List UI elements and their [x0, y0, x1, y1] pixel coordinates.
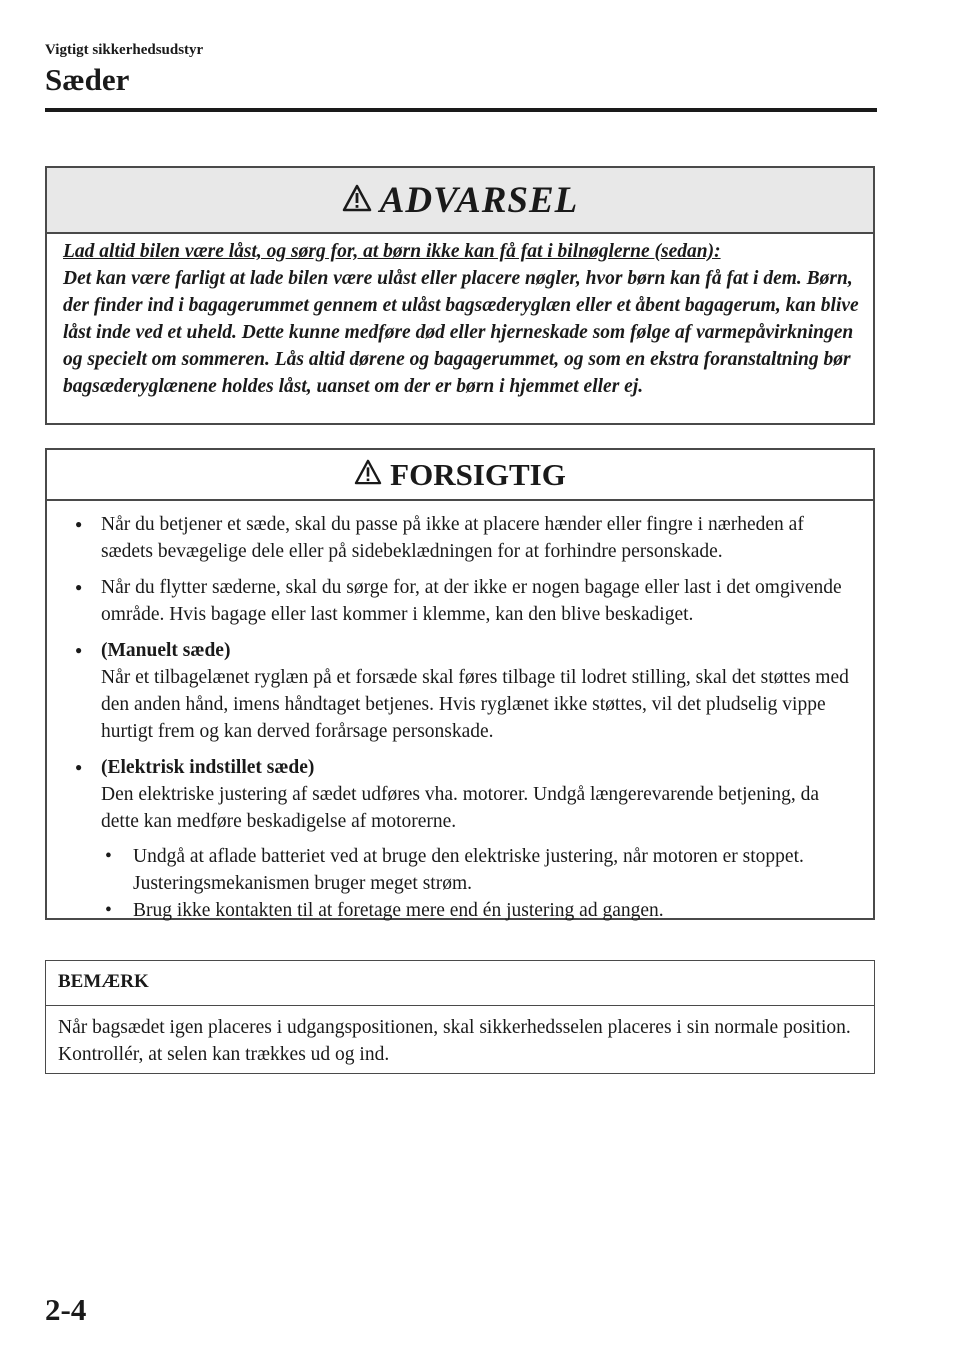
title-rule [45, 108, 877, 112]
caution-heading: FORSIGTIG [390, 456, 566, 492]
warning-text: Det kan være farligt at lade bilen være ulåst eller placere nøgler, hvor børn kan få fat i dem. Børn, der finder ind i bagagerummet gennem et ulåst bagsæderyglæn eller et åbent bagagerum, kan blive låst inde ved et uheld. Dette kunne medføre død eller hjerneskade som følge af varmepåvirkningen og specielt om sommeren. Lås altid dørene og bagagerummet, og som en ekstra foranstaltning bør bagsæderyglænene holdes låst, uanset om der er børn i hjemmet eller ej. [63, 268, 859, 397]
caution-item-text: Når du flytter sæderne, skal du sørge for, at der ikke er nogen bagage eller last i det omgivende område. Hvis bagage eller last kommer i klemme, kan den blive beskadiget. [101, 577, 842, 625]
section-label: Vigtigt sikkerhedsudstyr [45, 42, 204, 58]
list-item [73, 754, 855, 924]
list-item [73, 511, 855, 565]
caution-list [47, 501, 873, 924]
page-number: 2-4 [45, 1292, 87, 1327]
caution-item-title: ● (Manuelt sæde) [101, 640, 231, 661]
warning-box [45, 166, 875, 425]
caution-item-title: ● (Elektrisk indstillet sæde) [101, 757, 315, 778]
note-heading: BEMÆRK [46, 961, 874, 1006]
list-item [73, 637, 855, 745]
alert-triangle-icon [342, 184, 372, 217]
warning-heading: ADVARSEL [379, 179, 579, 221]
sub-list-item: • Undgå at aflade batteriet ved at bruge den elektriske justering, når motoren er stoppet. Justeringsmekanismen bruger meget strøm. [101, 843, 855, 897]
caution-item-text: Den elektriske justering af sædet udføres vha. motorer. Undgå længerevarende betjening, da dette kan medføre beskadigelse af motorerne. [101, 784, 820, 832]
caution-item-text: Når du betjener et sæde, skal du passe på ikke at placere hænder eller fingre i nærheden af sædets bevægelige dele eller på sidebeklædningen for at forhindre personskade. [101, 514, 804, 562]
caution-box [45, 448, 875, 920]
note-box [45, 960, 875, 1074]
warning-header [47, 168, 873, 234]
warning-lead: Lad altid bilen være låst, og sørg for, at børn ikke kan få fat i bilnøglerne (sedan): [63, 241, 721, 262]
caution-item-text: Når et tilbagelænet ryglæn på et forsæde skal føres tilbage til lodret stilling, skal det støttes med den anden hånd, imens håndtaget betjenes. Hvis ryglænet ikke støttes, vil det pludselig vippe hurtigt frem og kan derved forårsage personskade. [101, 667, 849, 742]
alert-triangle-icon [354, 459, 382, 490]
warning-body [47, 234, 873, 400]
sub-list-item: • Brug ikke kontakten til at foretage mere end én justering ad gangen. [101, 897, 855, 924]
page-title: Sæder [45, 62, 130, 97]
caution-header [47, 450, 873, 501]
caution-sub-list [101, 843, 855, 924]
list-item [73, 574, 855, 628]
note-body: Når bagsædet igen placeres i udgangspositionen, skal sikkerhedsselen placeres i sin normale position. Kontrollér, at selen kan trækkes ud og ind. [58, 1017, 851, 1065]
